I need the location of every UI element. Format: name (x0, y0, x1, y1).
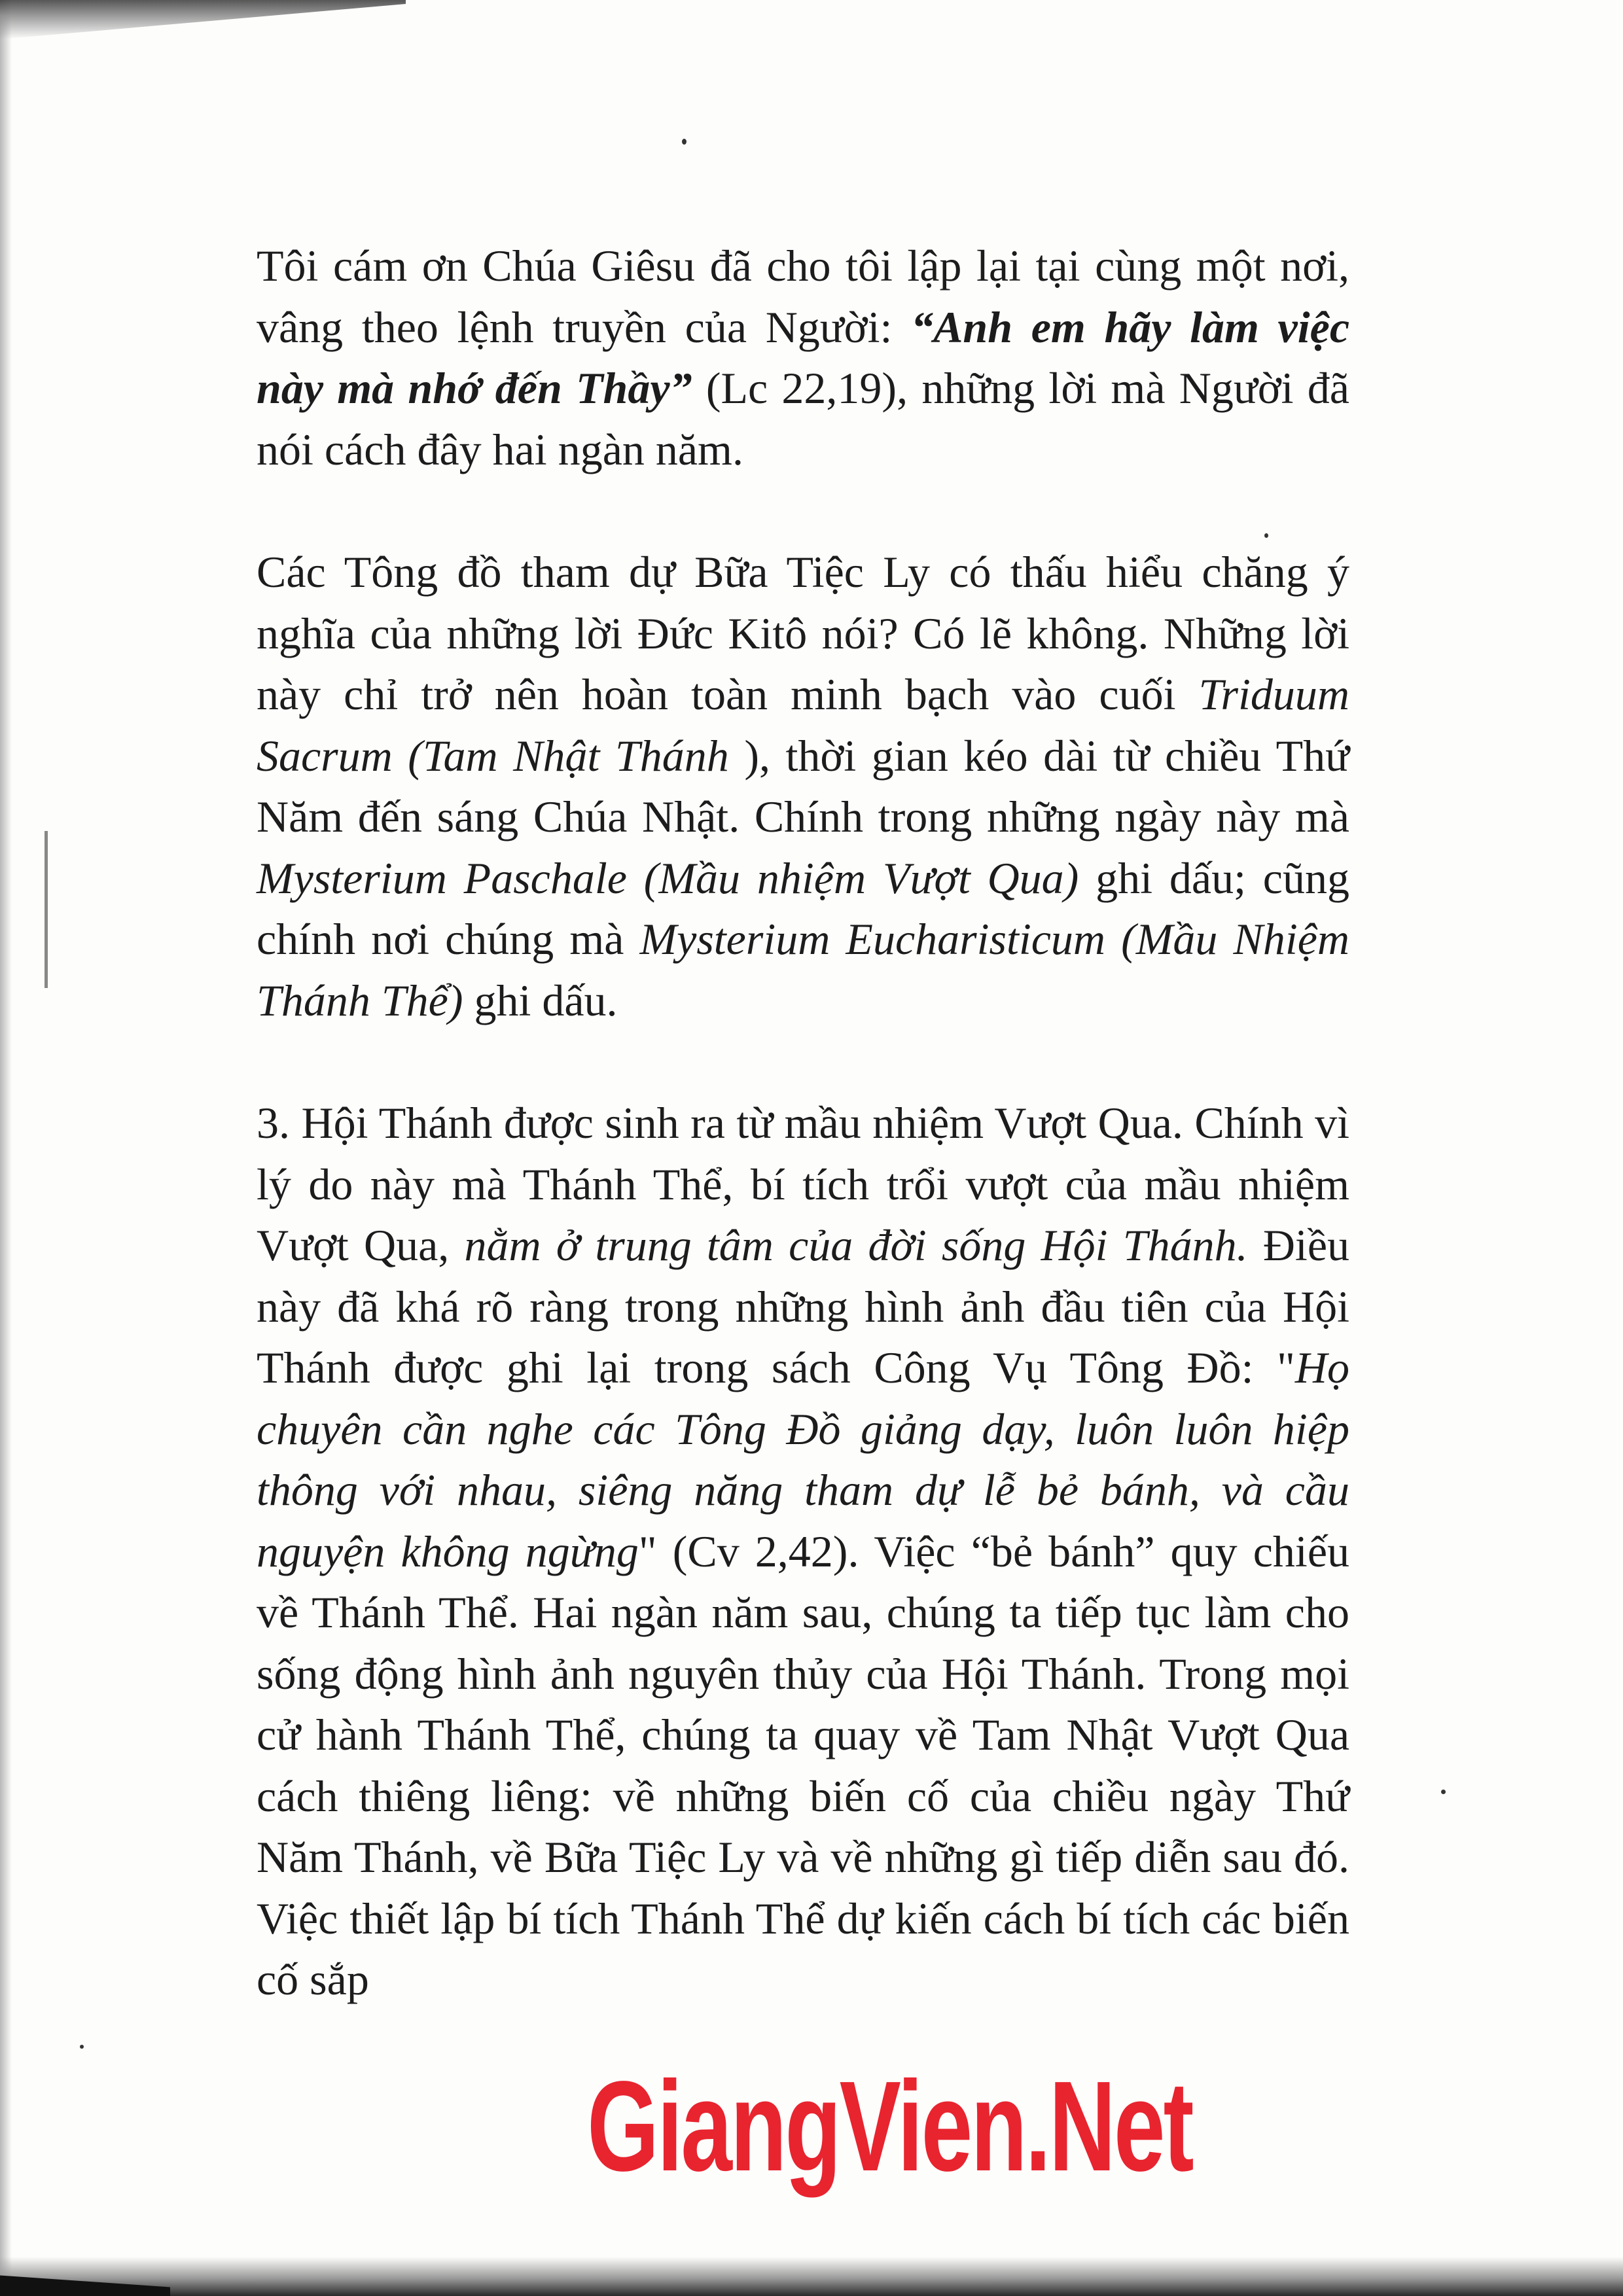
text-run: ), thời gian kéo dài từ chiều Thứ Năm đến sáng Chúa Nhật. Chính trong những ngày này mà (257, 730, 1349, 841)
scan-margin-mark (45, 831, 48, 988)
text-run: Triduum Sacrum (Tam Nhật Thánh (257, 669, 1349, 781)
text-run: " (Cv 2,42). Việc “bẻ bánh” quy chiếu về Thánh Thể. Hai ngàn năm sau, chúng ta tiếp tục làm cho sống động hình ảnh nguyên thủy của Hội Thánh. Trong mọi cử hành Thánh Thể, chúng ta quay về Tam Nhật Vượt Qua cách thiêng liêng: về những biến cố của chiều ngày Thứ Năm Thánh, về Bữa Tiệc Ly và về những gì tiếp diễn sau đó. Việc thiết lập bí tích Thánh Thể dự kiến cách bí tích các biến cố sắp (257, 1526, 1349, 2004)
paragraph-3 (257, 1093, 1349, 2011)
paragraph-1 (257, 236, 1349, 480)
text-run: nằm ở trung tâm của đời sống Hội Thánh. (464, 1220, 1248, 1270)
body-text (257, 236, 1349, 2011)
scan-speck (80, 2045, 84, 2049)
text-run: 3. Hội Thánh được sinh ra từ mầu nhiệm Vượt Qua. Chính vì lý do này mà Thánh Thể, bí tích trổi vượt của mầu nhiệm Vượt Qua, (257, 1098, 1349, 1270)
text-run: Tôi cám ơn Chúa Giêsu đã cho tôi lập lại tại cùng một nơi, vâng theo lệnh truyền của Người: (257, 241, 1349, 352)
scan-shadow-left (0, 0, 12, 2296)
text-run: ghi dấu. (463, 975, 618, 1025)
text-run: Họ chuyên cần nghe các Tông Đồ giảng dạy, luôn luôn hiệp thông với nhau, siêng năng tham dự lễ bẻ bánh, và cầu nguyện không ngừng (257, 1343, 1349, 1576)
scan-speck (682, 139, 687, 145)
text-run: Các Tông đồ tham dự Bữa Tiệc Ly có thấu hiểu chăng ý nghĩa của những lời Đức Kitô nói? Có lẽ không. Những lời này chỉ trở nên hoàn toàn minh bạch vào cuối (257, 547, 1349, 719)
text-run: Điều này đã khá rõ ràng trong những hình ảnh đầu tiên của Hội Thánh được ghi lại trong sách Công Vụ Tông Đồ: " (257, 1220, 1349, 1392)
watermark-logo: GiangVien.Net (587, 2055, 1192, 2198)
scan-shadow-top (0, 0, 406, 39)
scan-shadow-bottom (0, 2257, 1623, 2296)
text-run: ghi dấu; cũng chính nơi chúng mà (257, 853, 1349, 964)
text-run: (Lc 22,19), những lời mà Người đã nói cách đây hai ngàn năm. (257, 363, 1349, 474)
paragraph-2 (257, 542, 1349, 1031)
scan-speck (1441, 1790, 1446, 1794)
text-run: Mysterium Paschale (Mầu nhiệm Vượt Qua) (257, 853, 1079, 903)
text-run: “Anh em hãy làm việc này mà nhớ đến Thầy” (257, 302, 1349, 413)
text-run: Mysterium Eucharisticum (Mầu Nhiệm Thánh Thể) (257, 914, 1349, 1025)
